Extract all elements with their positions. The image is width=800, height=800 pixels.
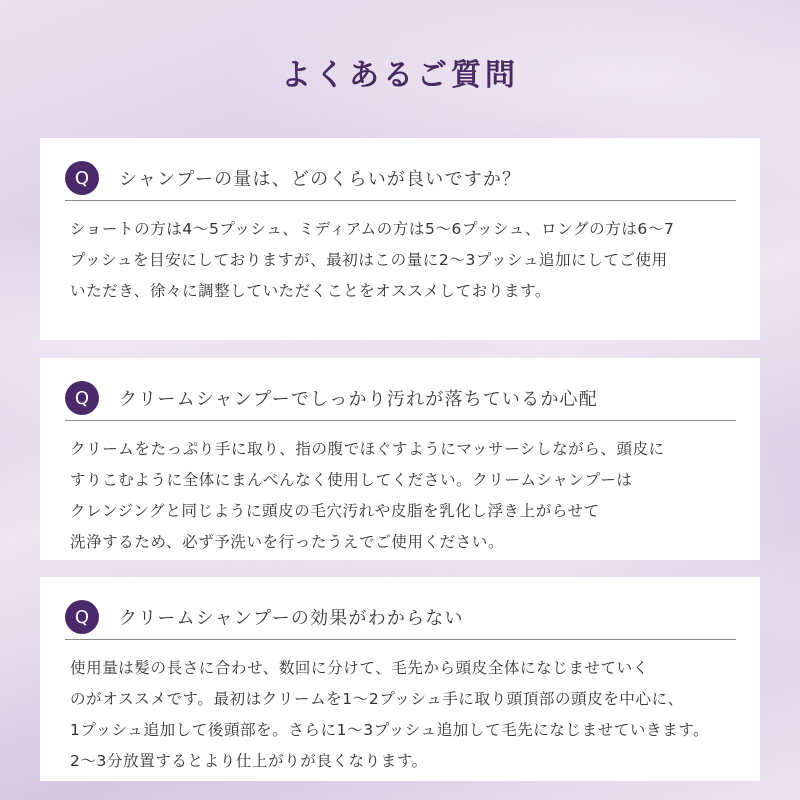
answer-line: プッシュを目安にしておりますが、最初はこの量に2〜3プッシュ追加にしてご使用 xyxy=(70,251,668,269)
answer-line: 1プッシュ追加して後頭部を。さらに1〜3プッシュ追加して毛先になじませていきます。 xyxy=(70,721,710,739)
faq-answer xyxy=(70,214,746,307)
answer-line: のがオススメです。最初はクリームを1〜2プッシュ手に取り頭頂部の頭皮を中心に、 xyxy=(70,690,684,708)
q-badge-icon: Q xyxy=(65,600,99,634)
faq-item-2 xyxy=(40,358,760,560)
faq-question: シャンプーの量は、どのくらいが良いですか？ xyxy=(119,169,522,190)
q-badge-icon: Q xyxy=(65,161,99,195)
faq-question: クリームシャンプーの効果がわからない xyxy=(119,608,464,629)
answer-line: クレンジングと同じように頭皮の毛穴汚れや皮脂を乳化し浮き上がらせて xyxy=(70,502,600,520)
answer-line: クリームをたっぷり手に取り、指の腹でほぐすようにマッサーシしながら、頭皮に xyxy=(70,440,665,458)
answer-line: いただき、徐々に調整していただくことをオススメしております。 xyxy=(70,282,551,300)
q-badge-icon: Q xyxy=(65,381,99,415)
faq-answer xyxy=(70,653,746,777)
answer-line: すりこむように全体にまんべんなく使用してください。クリームシャンプーは xyxy=(70,471,633,489)
faq-question-row xyxy=(65,595,736,640)
faq-item-3 xyxy=(40,577,760,781)
page-title: よくあるご質問 xyxy=(281,58,519,93)
faq-question-row xyxy=(65,156,736,201)
faq-item-1 xyxy=(40,138,760,340)
faq-question: クリームシャンプーでしっかり汚れが落ちているか心配 xyxy=(119,389,598,410)
answer-line: ショートの方は4〜5プッシュ、ミディアムの方は5〜6プッシュ、ロングの方は6〜7 xyxy=(70,220,675,238)
answer-line: 使用量は髪の長さに合わせ、数回に分けて、毛先から頭皮全体になじませていく xyxy=(70,659,649,677)
answer-line: 2〜3分放置するとより仕上がりが良くなります。 xyxy=(70,752,428,770)
answer-line: 洗浄するため、必ず予洗いを行ったうえでご使用ください。 xyxy=(70,533,505,551)
faq-question-row xyxy=(65,376,736,421)
faq-answer xyxy=(70,434,746,558)
